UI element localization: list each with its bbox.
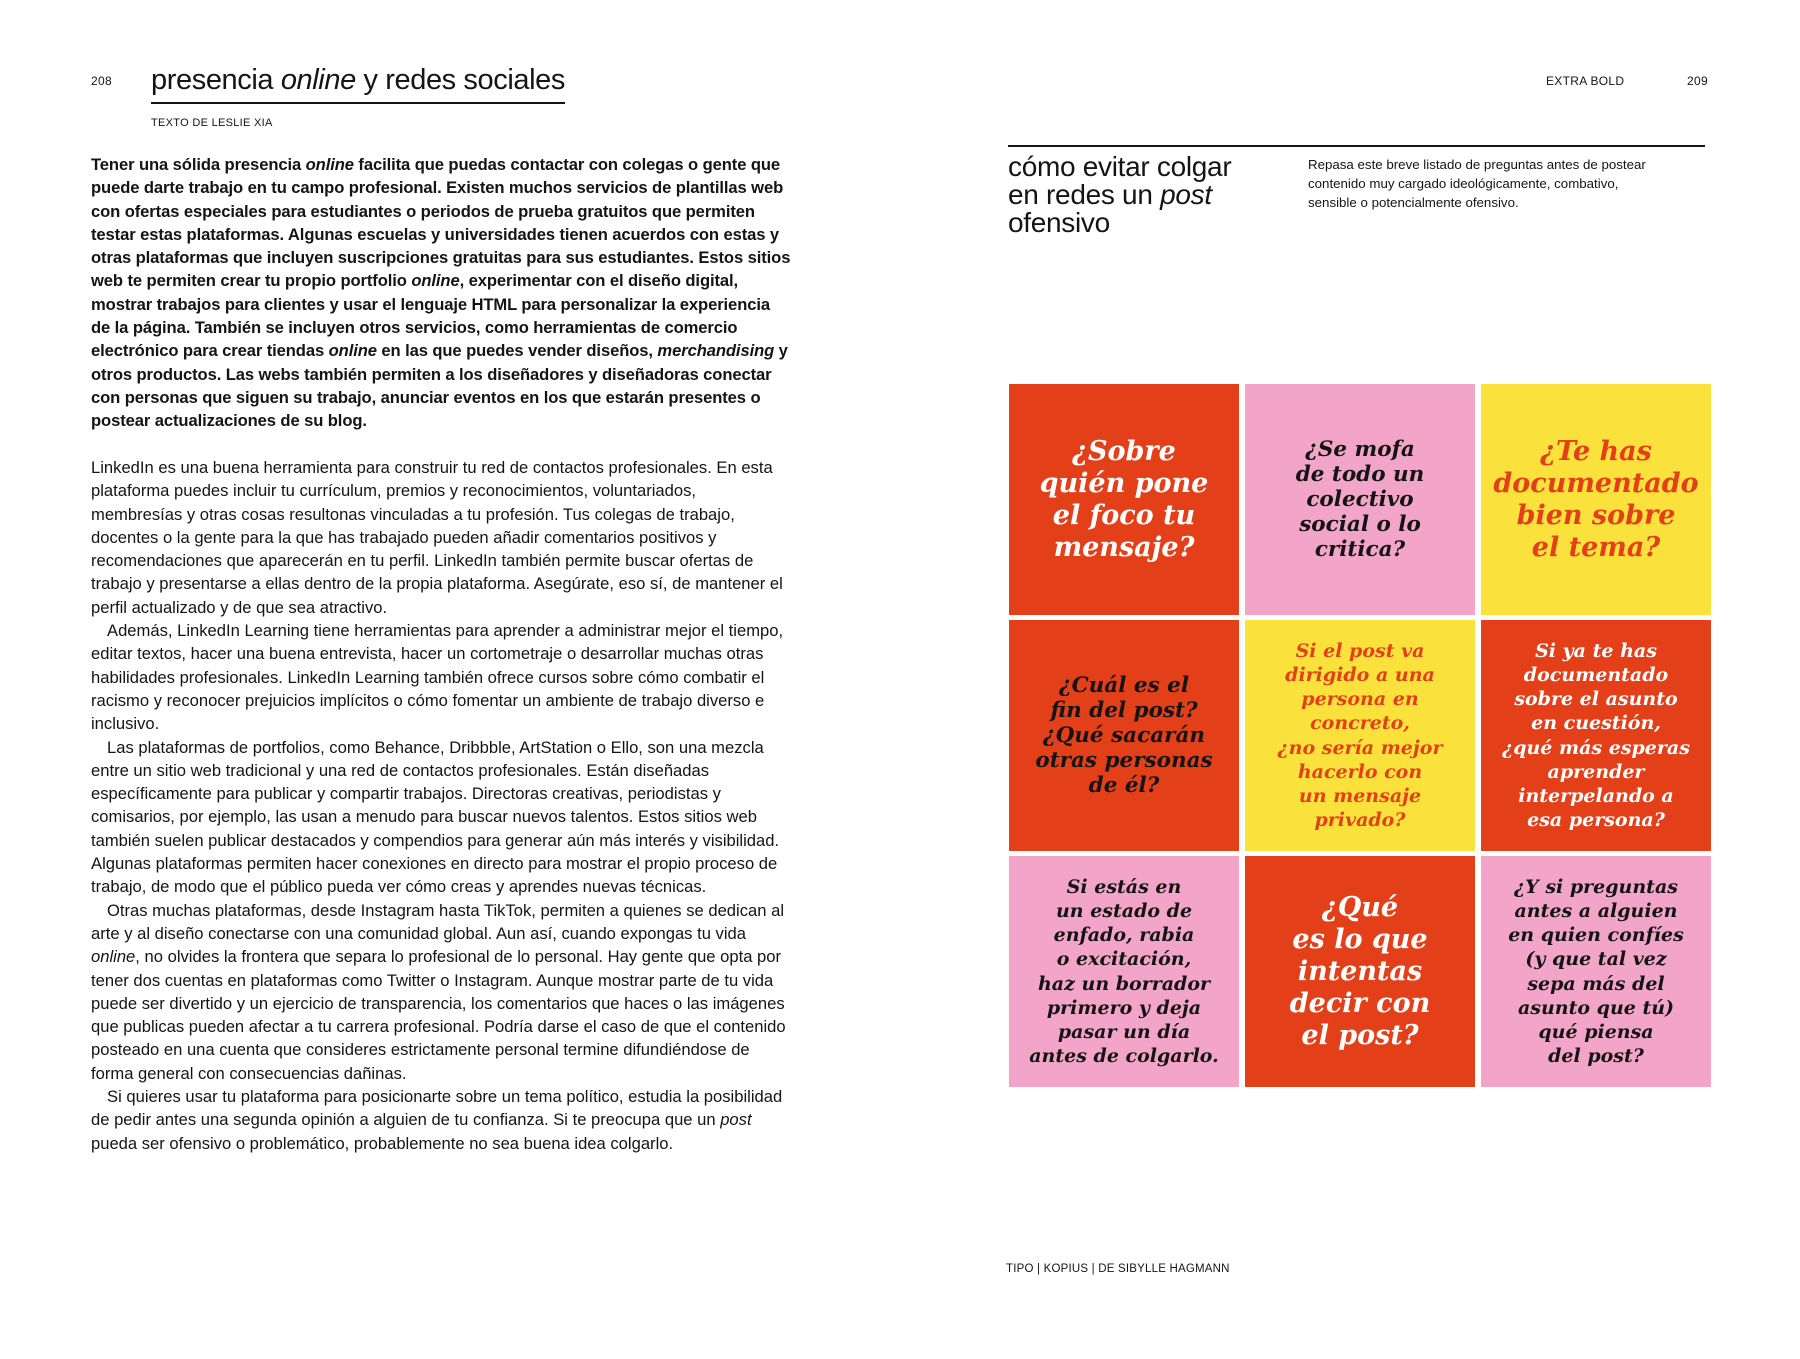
- page-title: [151, 64, 565, 104]
- question-card: ¿Cuál es el fin del post? ¿Qué sacarán otras personas de él?: [1009, 620, 1239, 851]
- intro-text: , experimentar con el diseño digital, mostrar trabajos para clientes y usar el lenguaje HTML para personalizar la experiencia de la página. También se incluyen otros servicios, como herramientas de comercio electrónico para crear tiendas: [91, 271, 770, 361]
- intro-text: facilita que puedas contactar con colegas o gente que puede darte trabajo en tu campo profesional. Existen muchos servicios de plantillas web con ofertas especiales para estudiantes o periodos de prueba gratuitos que permiten testar estas plataformas. Algunas escuelas y universidades tienen acuerdos con estas y otras plataformas que incluyen suscripciones gratuitas para sus estudiantes. Estos sitios web te permiten crear tu propio portfolio: [91, 155, 791, 291]
- byline: TEXTO DE LESLIE XIA: [151, 117, 273, 129]
- title-italic: online: [280, 64, 356, 96]
- sidebar-title-italic: post: [1160, 179, 1212, 210]
- question-card: Si el post va dirigido a una persona en concreto, ¿no sería mejor hacerlo con un mensaje privado?: [1245, 620, 1475, 851]
- body-text-run: , no olvides la frontera que separa lo profesional de lo personal. Hay gente que opta por tener dos cuentas en plataformas como Twitter o Instagram. Aunque mostrar parte de tu vida puede ser divertido y un ejercicio de transparencia, los comentarios que haces o las imágenes que publicas pueden afectar a tu carrera profesional. Podría darse el caso de que el contenido posteado en una cuenta que consideres estrictamente personal termine difundiéndose de forma general con consecuencias dañinas.: [91, 947, 786, 1083]
- body-italic: online: [91, 947, 136, 967]
- question-card: ¿Qué es lo que intentas decir con el post?: [1245, 856, 1475, 1087]
- sidebar-title: [1008, 153, 1268, 237]
- question-card: ¿Se mofa de todo un colectivo social o lo critica?: [1245, 384, 1475, 615]
- question-card: Si ya te has documentado sobre el asunto en cuestión, ¿qué más esperas aprender interpelando a esa persona?: [1481, 620, 1711, 851]
- sidebar-title-part-1: cómo evitar colgar en redes un: [1008, 151, 1232, 210]
- intro-paragraph: [91, 153, 791, 433]
- intro-italic: online: [328, 341, 377, 361]
- section-label: EXTRA BOLD: [1546, 74, 1625, 88]
- title-part-1: presencia: [151, 64, 281, 96]
- intro-text: y otros productos. Las webs también permiten a los diseñadores y diseñadoras conectar con personas que siguen su trabajo, anunciar eventos en los que estarán presentes o postear actualizaciones de su blog.: [91, 341, 788, 431]
- intro-italic: merchandising: [657, 341, 775, 361]
- body-text: [91, 456, 791, 1155]
- body-italic: post: [720, 1110, 752, 1130]
- body-paragraph: [91, 899, 791, 1085]
- body-text-run: Si quieres usar tu plataforma para posicionarte sobre un tema político, estudia la posibilidad de pedir antes una segunda opinión a alguien de tu confianza. Si te preocupa que un: [91, 1087, 783, 1130]
- page-number-right: 209: [1687, 74, 1708, 88]
- question-card: ¿Te has documentado bien sobre el tema?: [1481, 384, 1711, 615]
- intro-italic: online: [411, 271, 460, 291]
- body-paragraph: LinkedIn es una buena herramienta para construir tu red de contactos profesionales. En esta plataforma puedes incluir tu currículum, premios y reconocimientos, voluntariados, membresías y otras cosas resultonas vinculadas a tu profesión. Tus colegas de trabajo, docentes o la gente para la que has trabajado pueden añadir comentarios positivos y recomendaciones que aparecerán en tu perfil. LinkedIn también permite buscar ofertas de trabajo y presentarse a ellas dentro de la propia plataforma. Asegúrate, eso sí, de mantener el perfil actualizado y de que sea atractivo.: [91, 458, 783, 617]
- intro-text: en las que puedes vender diseños,: [376, 341, 658, 361]
- question-card: Si estás en un estado de enfado, rabia o excitación, haz un borrador primero y deja pasar un día antes de colgarlo.: [1009, 856, 1239, 1087]
- footer-credit: TIPO | KOPIUS | DE SIBYLLE HAGMANN: [1006, 1263, 1230, 1275]
- intro-text: Tener una sólida presencia: [91, 155, 306, 174]
- body-text-run: pueda ser ofensivo o problemático, probablemente no sea buena idea colgarlo.: [91, 1133, 674, 1153]
- title-part-2: y redes sociales: [355, 64, 565, 96]
- page-number-left: 208: [91, 74, 112, 88]
- intro-italic: online: [305, 155, 354, 174]
- section-rule: [1008, 145, 1705, 147]
- body-paragraph: Las plataformas de portfolios, como Behance, Dribbble, ArtStation o Ello, son una mezcla entre un sitio web tradicional y una red de contactos profesionales. Están diseñadas específicamente para publicar y compartir trabajos. Directoras creativas, periodistas y comisarios, por ejemplo, las usan a menudo para buscar nuevos talentos. Estos sitios web también suelen publicar destacados y compendios para generar aún más interés y visibilidad. Algunas plataformas permiten hacer conexiones en directo para mostrar el propio proceso de trabajo, de modo que el público pueda ver cómo creas y aprendes nuevas técnicas.: [91, 737, 780, 897]
- body-paragraph: [91, 1085, 791, 1155]
- sidebar-intro: Repasa este breve listado de preguntas antes de postear contenido muy cargado ideológicamente, combativo, sensible o potencialmente ofensivo.: [1308, 157, 1646, 210]
- body-text-run: Otras muchas plataformas, desde Instagram hasta TikTok, permiten a quienes se dedican al arte y al diseño conectarse con una comunidad global. Aun así, cuando expongas tu vida: [91, 900, 785, 943]
- question-card: ¿Sobre quién pone el foco tu mensaje?: [1009, 384, 1239, 615]
- body-paragraph: Además, LinkedIn Learning tiene herramientas para aprender a administrar mejor el tiempo, editar textos, hacer una buena entrevista, hacer un cortometraje o desarrollar muchas otras habilidades profesionales. LinkedIn Learning también ofrece cursos sobre cómo combatir el racismo y reconocer prejuicios implícitos o cómo fomentar un ambiente de trabajo diverso e inclusivo.: [91, 621, 784, 734]
- question-card: ¿Y si preguntas antes a alguien en quien confíes (y que tal vez sepa más del asunto que tú) qué piensa del post?: [1481, 856, 1711, 1087]
- sidebar-title-part-2: ofensivo: [1008, 207, 1110, 238]
